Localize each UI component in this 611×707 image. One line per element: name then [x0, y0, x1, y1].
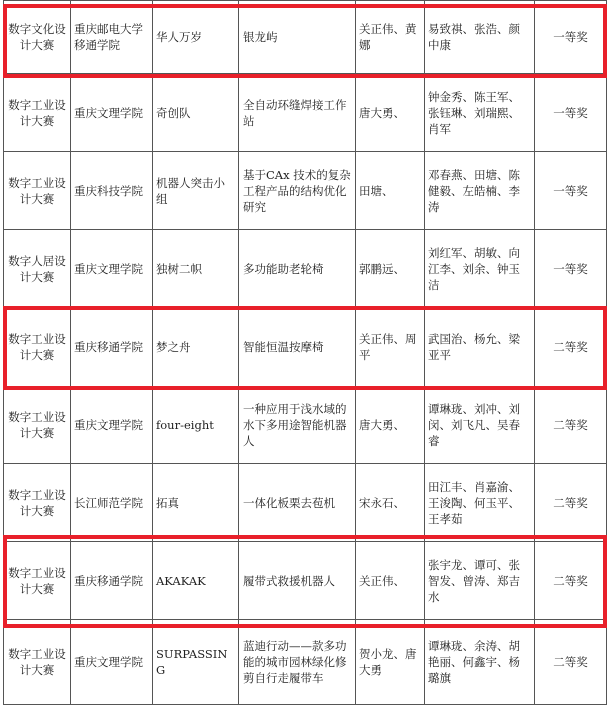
team-cell: SURPASSING — [153, 620, 239, 705]
award-cell: 一等奖 — [535, 152, 607, 230]
competition-cell: 数字工业设计大赛 — [4, 152, 71, 230]
table-row — [4, 230, 607, 308]
school-cell: 重庆文理学院 — [71, 230, 153, 308]
competition-cell: 数字工业设计大赛 — [4, 387, 71, 464]
competition-cell: 数字工业设计大赛 — [4, 464, 71, 542]
team-cell: 奇创队 — [153, 74, 239, 152]
advisor-cell: 贺小龙、唐大勇 — [356, 620, 425, 705]
project-cell: 多功能助老轮椅 — [239, 230, 356, 308]
advisor-cell: 郭鹏远、 — [356, 230, 425, 308]
members-cell: 易致祺、张浩、颜中康 — [425, 1, 535, 74]
project-cell: 智能恒温按摩椅 — [239, 308, 356, 387]
table-row — [4, 620, 607, 705]
table-body — [4, 1, 607, 705]
school-cell: 重庆移通学院 — [71, 542, 153, 620]
members-cell: 谭琳珑、余涛、胡艳丽、何鑫宇、杨璐旗 — [425, 620, 535, 705]
table-row — [4, 152, 607, 230]
competition-cell: 数字工业设计大赛 — [4, 620, 71, 705]
competition-cell: 数字工业设计大赛 — [4, 74, 71, 152]
competition-cell: 数字工业设计大赛 — [4, 308, 71, 387]
table-row — [4, 542, 607, 620]
project-cell: 全自动环缝焊接工作站 — [239, 74, 356, 152]
advisor-cell: 唐大勇、 — [356, 387, 425, 464]
table-row — [4, 1, 607, 74]
members-cell: 钟金秀、陈王军、张钰琳、刘瑞熙、肖军 — [425, 74, 535, 152]
members-cell: 刘红军、胡敏、向江李、刘余、钟玉洁 — [425, 230, 535, 308]
school-cell: 长江师范学院 — [71, 464, 153, 542]
advisor-cell: 关正伟、周平 — [356, 308, 425, 387]
advisor-cell: 关正伟、 — [356, 542, 425, 620]
team-cell: 拓真 — [153, 464, 239, 542]
team-cell: 独树二帜 — [153, 230, 239, 308]
project-cell: 蓝迪行动——款多功能的城市园林绿化修剪自行走履带车 — [239, 620, 356, 705]
team-cell: 梦之舟 — [153, 308, 239, 387]
members-cell: 武国治、杨允、梁亚平 — [425, 308, 535, 387]
school-cell: 重庆科技学院 — [71, 152, 153, 230]
team-cell: 华人万岁 — [153, 1, 239, 74]
advisor-cell: 田塘、 — [356, 152, 425, 230]
competition-cell: 数字人居设计大赛 — [4, 230, 71, 308]
team-cell: 机器人突击小组 — [153, 152, 239, 230]
project-cell: 一种应用于浅水域的水下多用途智能机器人 — [239, 387, 356, 464]
school-cell: 重庆文理学院 — [71, 74, 153, 152]
advisor-cell: 唐大勇、 — [356, 74, 425, 152]
competition-cell: 数字文化设计大赛 — [4, 1, 71, 74]
award-cell: 一等奖 — [535, 1, 607, 74]
members-cell: 张宇龙、谭可、张智发、曾涛、郑吉水 — [425, 542, 535, 620]
table-row — [4, 74, 607, 152]
project-cell: 银龙屿 — [239, 1, 356, 74]
award-cell: 二等奖 — [535, 542, 607, 620]
project-cell: 履带式救援机器人 — [239, 542, 356, 620]
team-cell: four-eight — [153, 387, 239, 464]
award-cell: 一等奖 — [535, 230, 607, 308]
table-row — [4, 308, 607, 387]
members-cell: 邓春燕、田塘、陈健毅、左皓楠、李涛 — [425, 152, 535, 230]
award-cell: 二等奖 — [535, 387, 607, 464]
award-cell: 二等奖 — [535, 620, 607, 705]
project-cell: 一体化板栗去苞机 — [239, 464, 356, 542]
advisor-cell: 宋永石、 — [356, 464, 425, 542]
table-row — [4, 464, 607, 542]
award-cell: 一等奖 — [535, 74, 607, 152]
team-cell: AKAKAK — [153, 542, 239, 620]
award-cell: 二等奖 — [535, 308, 607, 387]
table-row — [4, 387, 607, 464]
advisor-cell: 关正伟、黄娜 — [356, 1, 425, 74]
members-cell: 谭琳珑、刘冲、刘闵、刘飞凡、吴春睿 — [425, 387, 535, 464]
members-cell: 田江丰、肖嘉渝、王浚陶、何玉平、王孝茹 — [425, 464, 535, 542]
school-cell: 重庆文理学院 — [71, 620, 153, 705]
project-cell: 基于CAx 技术的复杂工程产品的结构优化研究 — [239, 152, 356, 230]
award-cell: 二等奖 — [535, 464, 607, 542]
competition-cell: 数字工业设计大赛 — [4, 542, 71, 620]
school-cell: 重庆文理学院 — [71, 387, 153, 464]
school-cell: 重庆移通学院 — [71, 308, 153, 387]
school-cell: 重庆邮电大学移通学院 — [71, 1, 153, 74]
awards-table — [3, 0, 607, 705]
